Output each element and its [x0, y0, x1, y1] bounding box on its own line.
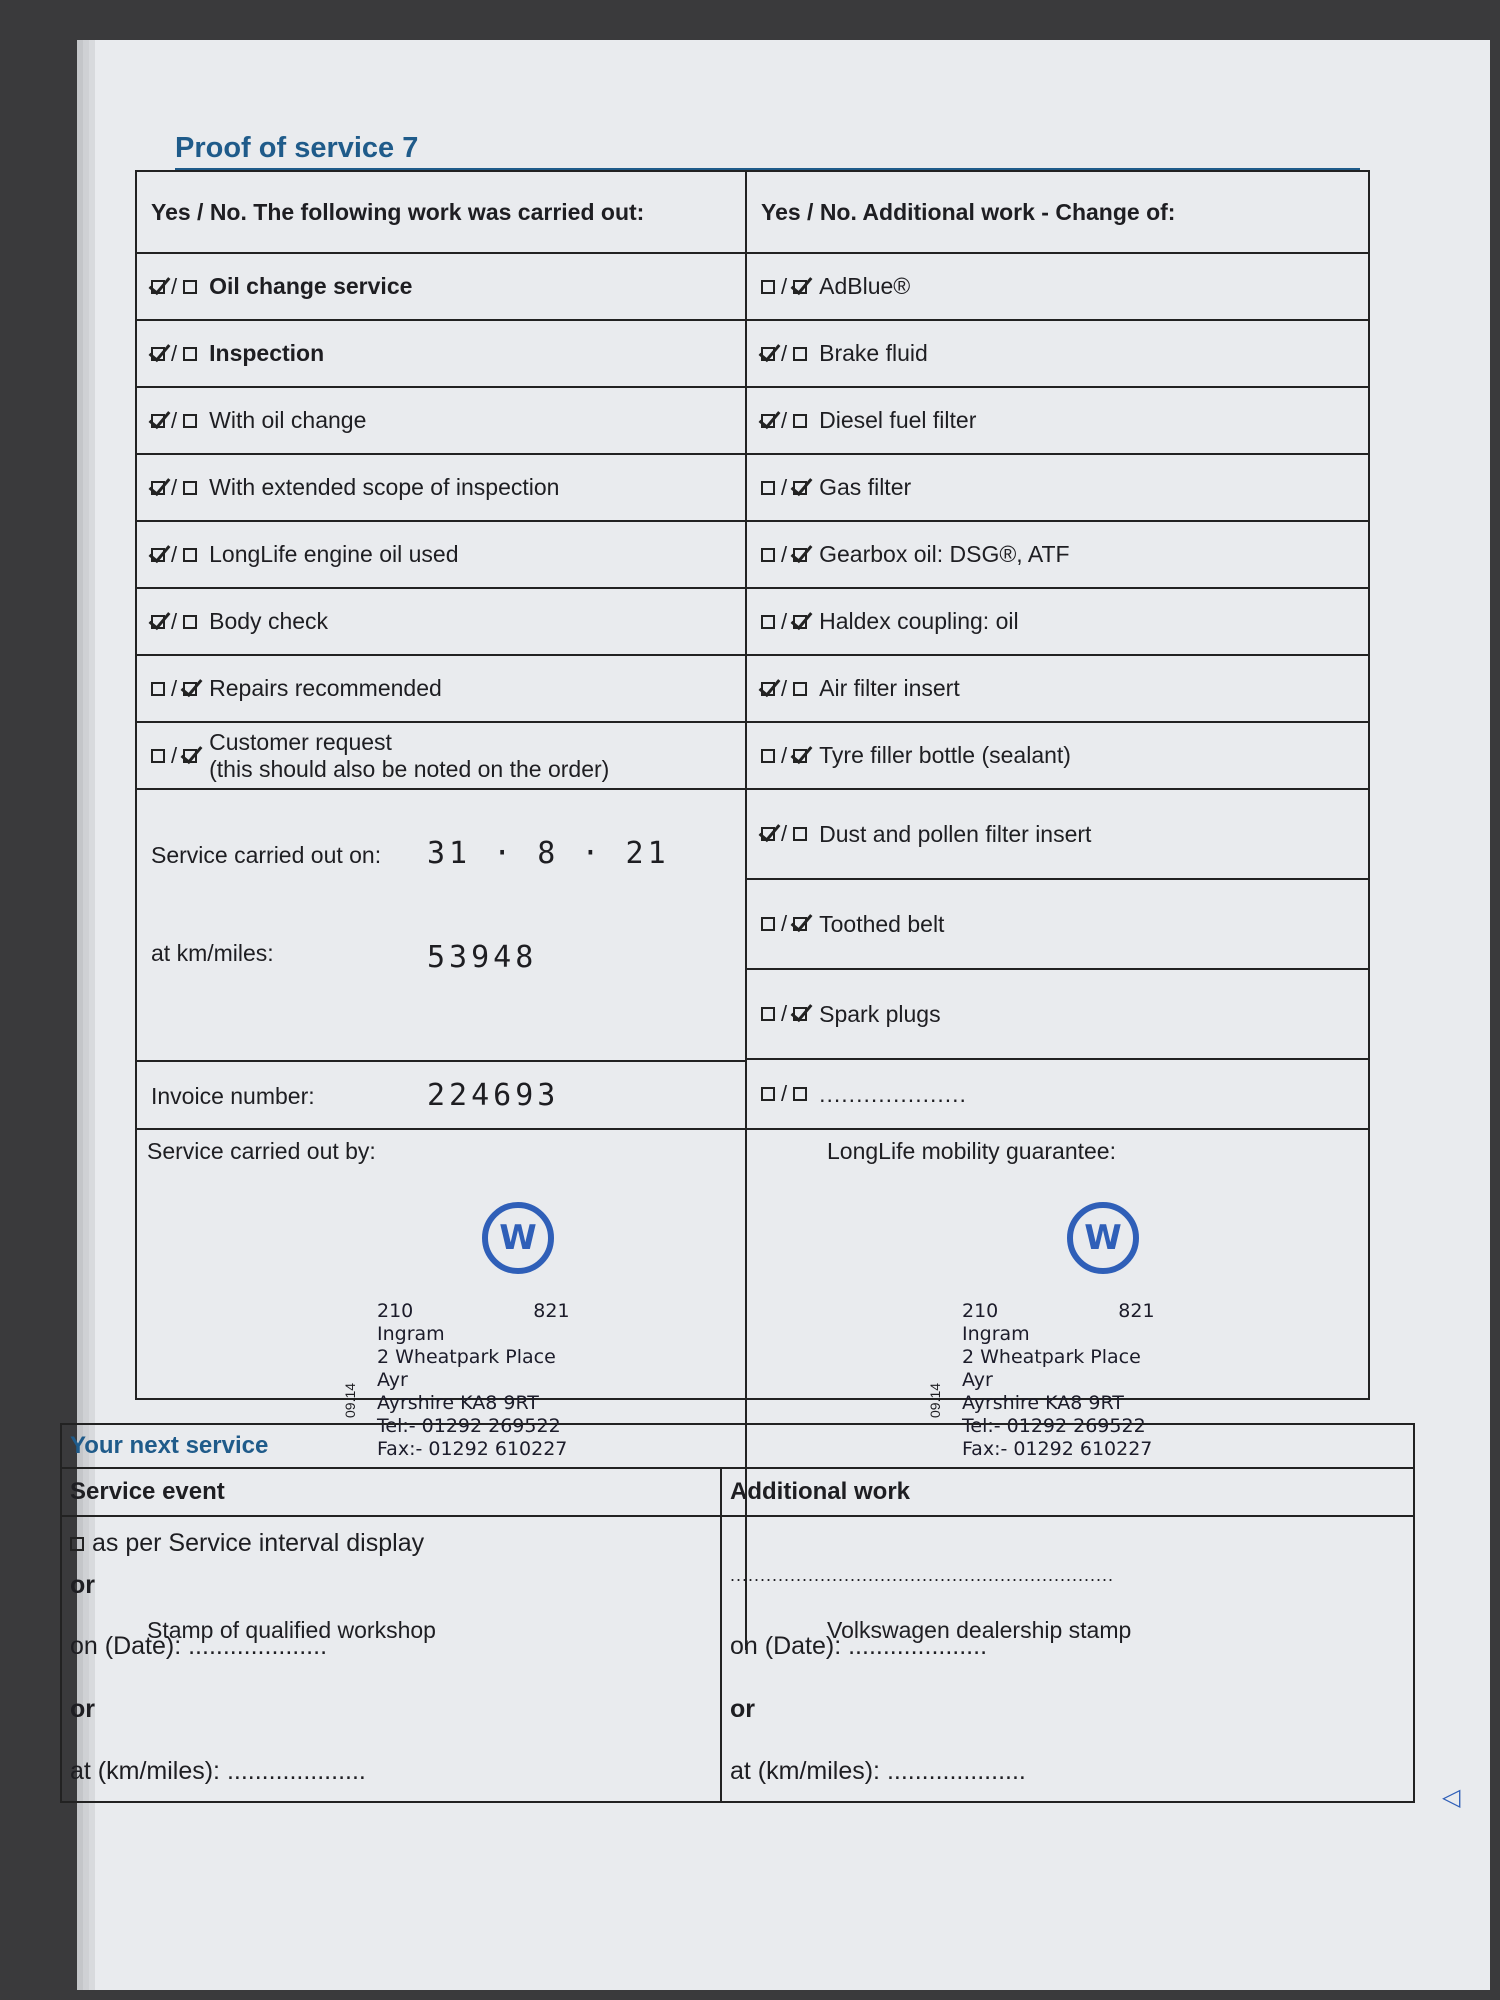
no-checkbox[interactable] — [793, 548, 807, 562]
vw-logo-icon: W — [1067, 1202, 1139, 1274]
page-corner-arrow-icon: ◁ — [1442, 1784, 1461, 1811]
item-label: Body check — [209, 608, 329, 634]
km-field[interactable]: at (km/miles): .................... — [70, 1757, 366, 1785]
no-checkbox[interactable] — [183, 280, 197, 294]
invoice-label: Invoice number: — [151, 1083, 315, 1109]
left-item-row — [137, 388, 747, 455]
yes-checkbox[interactable] — [151, 414, 165, 428]
yes-checkbox[interactable] — [761, 347, 775, 361]
item-label: Gearbox oil: DSG®, ATF — [819, 541, 1070, 567]
right-item-row — [747, 388, 1368, 455]
or-label: or — [730, 1695, 755, 1723]
yes-checkbox[interactable] — [151, 682, 165, 696]
stamp-line: Ayrshire KA8 9RT — [962, 1392, 1124, 1414]
stamp-line: Fax:- 01292 610227 — [377, 1438, 568, 1460]
yes-checkbox[interactable] — [761, 414, 775, 428]
vw-logo-icon: W — [482, 1202, 554, 1274]
date-field[interactable]: on (Date): .................... — [730, 1632, 988, 1660]
yes-no-checkboxes[interactable]: / — [151, 743, 197, 769]
no-checkbox[interactable] — [793, 615, 807, 629]
stamp-footer: Stamp of qualified workshop — [147, 1617, 436, 1643]
dealer-number: 821 — [533, 1300, 570, 1322]
right-column-header: Yes / No. Additional work - Change of: — [747, 172, 1368, 254]
next-service-title: Your next service — [62, 1425, 1413, 1469]
additional-work-column — [722, 1517, 1413, 1803]
yes-checkbox[interactable] — [761, 280, 775, 294]
right-item-row — [747, 455, 1368, 522]
item-label: Air filter insert — [819, 675, 960, 701]
right-item-row — [747, 254, 1368, 321]
yes-checkbox[interactable] — [151, 749, 165, 763]
yes-checkbox[interactable] — [761, 481, 775, 495]
stamp-line: Tel:- 01292 269522 — [962, 1415, 1146, 1437]
item-label-blank: .................... — [819, 1080, 967, 1107]
interval-label: as per Service interval display — [92, 1529, 425, 1557]
right-items-group — [747, 790, 1368, 1060]
additional-work-header: Additional work — [722, 1469, 1413, 1517]
yes-no-checkboxes[interactable]: / — [761, 408, 807, 434]
left-column-header: Yes / No. The following work was carried out: — [137, 172, 747, 254]
next-service-grid — [62, 1469, 1413, 1803]
yes-no-checkboxes[interactable]: / — [761, 1081, 807, 1107]
yes-checkbox[interactable] — [761, 827, 775, 841]
stamp-line: 2 Wheatpark Place — [962, 1346, 1141, 1368]
right-item-row — [747, 970, 1368, 1058]
yes-no-checkboxes[interactable]: / — [151, 542, 197, 568]
no-checkbox[interactable] — [183, 481, 197, 495]
no-checkbox[interactable] — [793, 280, 807, 294]
km-label: at km/miles: — [151, 940, 274, 966]
service-date-value: 31 · 8 · 21 — [427, 836, 670, 871]
stamp-side-code: 09.14 — [927, 1382, 943, 1418]
no-checkbox[interactable] — [183, 615, 197, 629]
item-label: Inspection — [209, 340, 325, 366]
or-label: or — [70, 1571, 95, 1599]
dealer-code: 210 — [962, 1300, 999, 1322]
yes-no-checkboxes[interactable]: / — [151, 274, 197, 300]
item-label: Oil change service — [209, 273, 413, 299]
yes-no-checkboxes[interactable]: / — [761, 1001, 807, 1027]
yes-checkbox[interactable] — [761, 615, 775, 629]
yes-no-checkboxes[interactable]: / — [151, 408, 197, 434]
no-checkbox[interactable] — [793, 481, 807, 495]
stamp-side-code: 09.14 — [342, 1382, 358, 1418]
stamp-heading: LongLife mobility guarantee: — [827, 1138, 1116, 1164]
page-title: Proof of service 7 — [175, 132, 419, 164]
yes-checkbox[interactable] — [761, 1087, 775, 1101]
or-label: or — [70, 1695, 95, 1723]
left-item-row — [137, 455, 747, 522]
left-item-row — [137, 656, 747, 723]
no-checkbox[interactable] — [793, 1087, 807, 1101]
no-checkbox[interactable] — [183, 414, 197, 428]
yes-checkbox[interactable] — [151, 548, 165, 562]
left-item-row — [137, 589, 747, 656]
yes-no-checkboxes[interactable]: / — [151, 341, 197, 367]
item-label: LongLife engine oil used — [209, 541, 459, 567]
yes-no-checkboxes[interactable]: / — [761, 911, 807, 937]
right-item-row — [747, 880, 1368, 970]
right-item-row — [747, 589, 1368, 656]
yes-checkbox[interactable] — [761, 917, 775, 931]
no-checkbox[interactable] — [793, 1007, 807, 1021]
stamp-line: 2 Wheatpark Place — [377, 1346, 556, 1368]
no-checkbox[interactable] — [793, 917, 807, 931]
yes-checkbox[interactable] — [151, 481, 165, 495]
left-item-row — [137, 254, 747, 321]
no-checkbox[interactable] — [183, 347, 197, 361]
service-event-header: Service event — [62, 1469, 722, 1517]
service-details — [137, 790, 747, 1130]
yes-no-checkboxes[interactable]: / — [151, 609, 197, 635]
right-item-row — [747, 1060, 1368, 1130]
service-date-label: Service carried out on: — [151, 842, 382, 868]
stamp-line: Fax:- 01292 610227 — [962, 1438, 1153, 1460]
no-checkbox[interactable] — [183, 682, 197, 696]
right-item-row — [747, 790, 1368, 880]
left-item-row — [137, 723, 747, 790]
no-checkbox[interactable] — [793, 827, 807, 841]
stamp-line: Ingram — [377, 1323, 445, 1345]
item-label: Customer request — [209, 729, 392, 756]
right-item-row — [747, 522, 1368, 589]
item-label: Brake fluid — [819, 340, 928, 366]
invoice-value: 224693 — [427, 1078, 560, 1113]
yes-no-checkboxes[interactable]: / — [761, 274, 807, 300]
yes-no-checkboxes[interactable]: / — [761, 475, 807, 501]
item-label: Diesel fuel filter — [819, 407, 977, 433]
no-checkbox[interactable] — [183, 749, 197, 763]
right-item-row — [747, 656, 1368, 723]
yes-checkbox[interactable] — [761, 1007, 775, 1021]
stamp-footer: Volkswagen dealership stamp — [827, 1617, 1132, 1643]
stamp-heading: Service carried out by: — [147, 1138, 376, 1164]
km-field[interactable]: at (km/miles): .................... — [730, 1757, 1026, 1785]
item-label: With extended scope of inspection — [209, 474, 560, 500]
left-item-row — [137, 321, 747, 388]
date-field[interactable]: on (Date): .................... — [70, 1632, 328, 1660]
item-label: AdBlue® — [819, 273, 911, 299]
stamp-line: Ayrshire KA8 9RT — [377, 1392, 539, 1414]
stamp-line: Ayr — [377, 1369, 408, 1391]
yes-no-checkboxes[interactable]: / — [151, 475, 197, 501]
yes-checkbox[interactable] — [761, 682, 775, 696]
item-label: Spark plugs — [819, 1000, 941, 1027]
left-item-row — [137, 522, 747, 589]
yes-checkbox[interactable] — [151, 615, 165, 629]
km-value: 53948 — [427, 940, 538, 975]
item-label-note: (this should also be noted on the order) — [209, 755, 610, 782]
yes-no-checkboxes[interactable]: / — [761, 743, 807, 769]
dealer-number: 821 — [1118, 1300, 1155, 1322]
item-label: Gas filter — [819, 474, 912, 500]
item-label: With oil change — [209, 407, 367, 433]
service-event-column — [62, 1517, 722, 1803]
no-checkbox[interactable] — [793, 347, 807, 361]
next-service-section — [60, 1423, 1415, 1803]
right-item-row — [747, 723, 1368, 790]
no-checkbox[interactable] — [793, 682, 807, 696]
item-label: Dust and pollen filter insert — [819, 820, 1092, 847]
yes-checkbox[interactable] — [151, 347, 165, 361]
yes-checkbox[interactable] — [761, 548, 775, 562]
yes-no-checkboxes[interactable]: / — [761, 341, 807, 367]
no-checkbox[interactable] — [793, 414, 807, 428]
yes-checkbox[interactable] — [761, 749, 775, 763]
yes-no-checkboxes[interactable]: / — [761, 676, 807, 702]
no-checkbox[interactable] — [183, 548, 197, 562]
yes-checkbox[interactable] — [151, 280, 165, 294]
yes-no-checkboxes[interactable]: / — [761, 542, 807, 568]
interval-checkbox[interactable] — [70, 1537, 84, 1551]
no-checkbox[interactable] — [793, 749, 807, 763]
interval-option[interactable] — [70, 1529, 424, 1558]
dealer-code: 210 — [377, 1300, 414, 1322]
stamp-line: Ingram — [962, 1323, 1030, 1345]
item-label: Repairs recommended — [209, 675, 442, 701]
yes-no-checkboxes[interactable]: / — [151, 676, 197, 702]
yes-no-checkboxes[interactable]: / — [761, 609, 807, 635]
item-label: Haldex coupling: oil — [819, 608, 1019, 634]
divider — [137, 1060, 745, 1062]
yes-no-checkboxes[interactable]: / — [761, 821, 807, 847]
item-label: Toothed belt — [819, 910, 945, 937]
item-label: Tyre filler bottle (sealant) — [819, 742, 1071, 768]
stamp-line: Ayr — [962, 1369, 993, 1391]
stamp-line: Tel:- 01292 269522 — [377, 1415, 561, 1437]
work-line-field[interactable]: ................................................................ — [730, 1565, 1115, 1585]
right-item-row — [747, 321, 1368, 388]
